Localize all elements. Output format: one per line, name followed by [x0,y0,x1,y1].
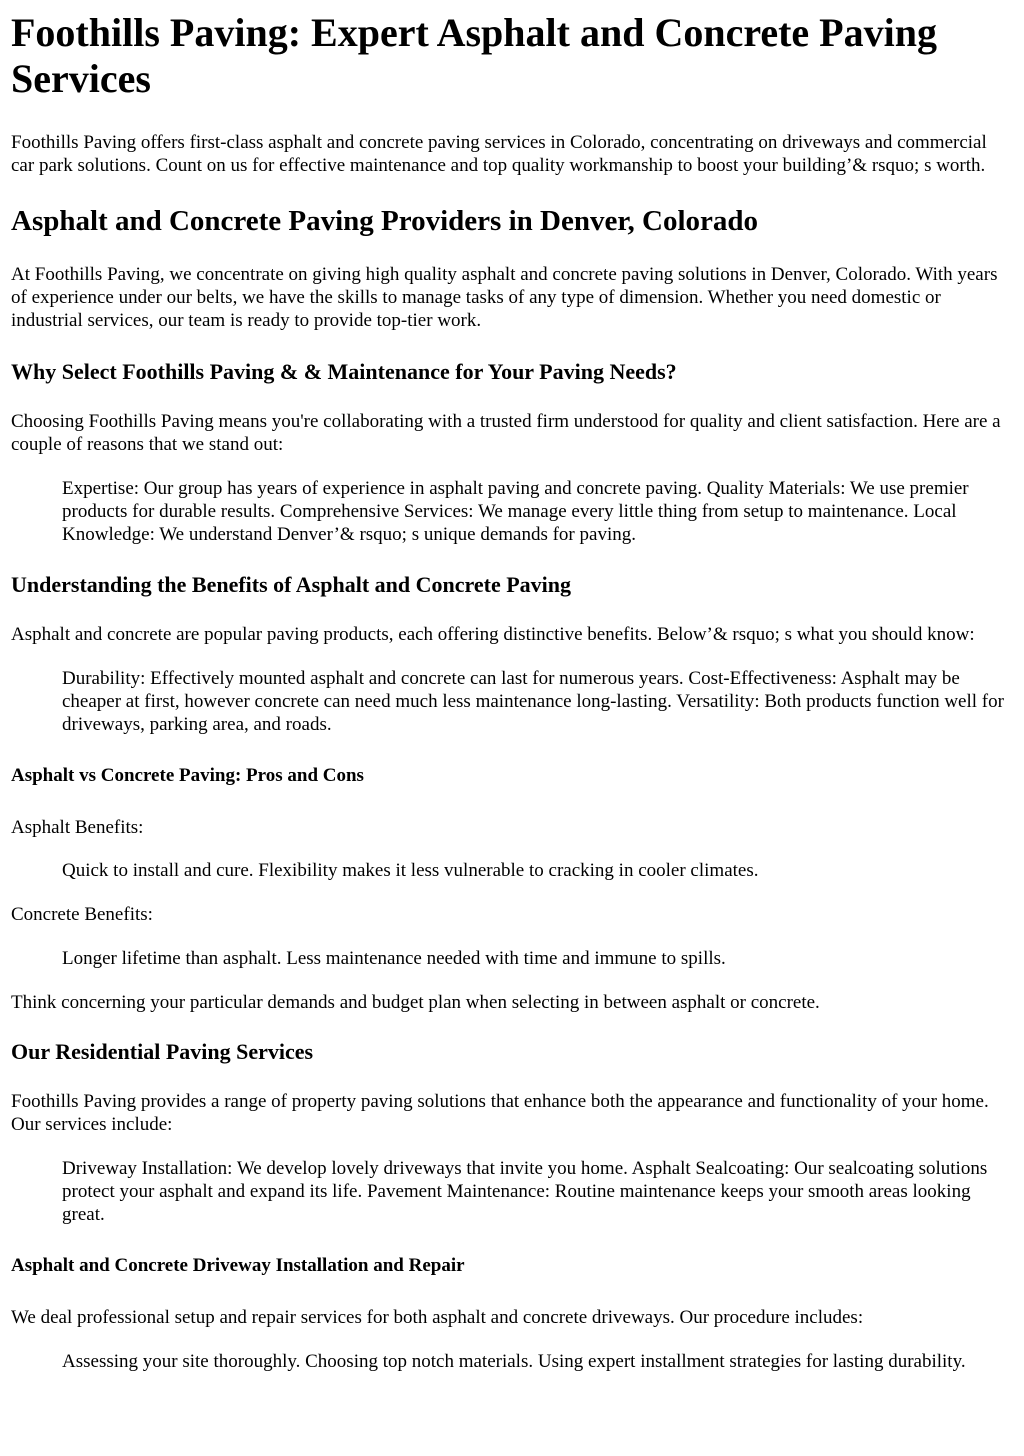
asphalt-benefits-quote: Quick to install and cure. Flexibility makes it less vulnerable to cracking in cooler climates. [62,860,759,881]
intro-paragraph: Foothills Paving offers first-class asphalt and concrete paving services in Colorado, concentrating on driveways and commercial car park solutions. Count on us for effective maintenance and top quality workmanship to boost your building’& rsquo; s worth. [11,132,987,176]
section-paragraph-benefits: Asphalt and concrete are popular paving products, each offering distinctive benefits. Below’& rsquo; s what you should know: [11,624,975,645]
pros-cons-closing: Think concerning your particular demands and budget plan when selecting in between asphalt or concrete. [11,992,820,1013]
section-paragraph-residential: Foothills Paving provides a range of property paving solutions that enhance both the appearance and functionality of your home. Our services include: [11,1091,989,1135]
section-heading-why-select: Why Select Foothills Paving & & Maintenance for Your Paving Needs? [11,359,677,384]
section-heading-pros-cons: Asphalt vs Concrete Paving: Pros and Cons [11,765,364,786]
section-quote-residential: Driveway Installation: We develop lovely driveways that invite you home. Asphalt Sealcoating: Our sealcoating solutions protect your asphalt and expand its life. Pavement Maintenance: Routine maintenance keeps your smooth areas looking great. [62,1158,988,1225]
concrete-benefits-quote: Longer lifetime than asphalt. Less maintenance needed with time and immune to spills. [62,948,726,969]
section-heading-driveway: Asphalt and Concrete Driveway Installation and Repair [11,1255,465,1276]
section-quote-why-select: Expertise: Our group has years of experience in asphalt paving and concrete paving. Quality Materials: We use premier products for durable results. Comprehensive Services: We manage every little thing from setup to maintenance. Local Knowledge: We understand Denver’& rsquo; s unique demands for paving. [62,478,969,545]
section-paragraph-denver: At Foothills Paving, we concentrate on giving high quality asphalt and concrete paving solutions in Denver, Colorado. With years of experience under our belts, we have the skills to manage tasks of any type of dimension. Whether you need domestic or industrial services, our team is ready to provide top-tier work. [11,264,998,331]
section-heading-residential: Our Residential Paving Services [11,1039,314,1064]
section-paragraph-driveway: We deal professional setup and repair services for both asphalt and concrete driveways. Our procedure includes: [11,1307,864,1328]
section-paragraph-why-select: Choosing Foothills Paving means you're collaborating with a trusted firm understood for quality and client satisfaction. Here are a couple of reasons that we stand out: [11,411,1001,455]
section-heading-denver: Asphalt and Concrete Paving Providers in Denver, Colorado [11,205,759,237]
section-quote-driveway: Assessing your site thoroughly. Choosing top notch materials. Using expert installment strategies for lasting durability. [62,1351,966,1372]
page-title: Foothills Paving: Expert Asphalt and Concrete Paving Services [11,10,937,101]
asphalt-benefits-label: Asphalt Benefits: [11,817,144,838]
concrete-benefits-label: Concrete Benefits: [11,904,153,925]
section-quote-benefits: Durability: Effectively mounted asphalt and concrete can last for numerous years. Cost-Effectiveness: Asphalt may be cheaper at first, however concrete can need much less maintenance long-lasting. Versatility: Both products function well for driveways, parking area, and roads. [62,668,1004,735]
section-heading-benefits: Understanding the Benefits of Asphalt and Concrete Paving [11,572,572,597]
article [0,10,1024,1373]
